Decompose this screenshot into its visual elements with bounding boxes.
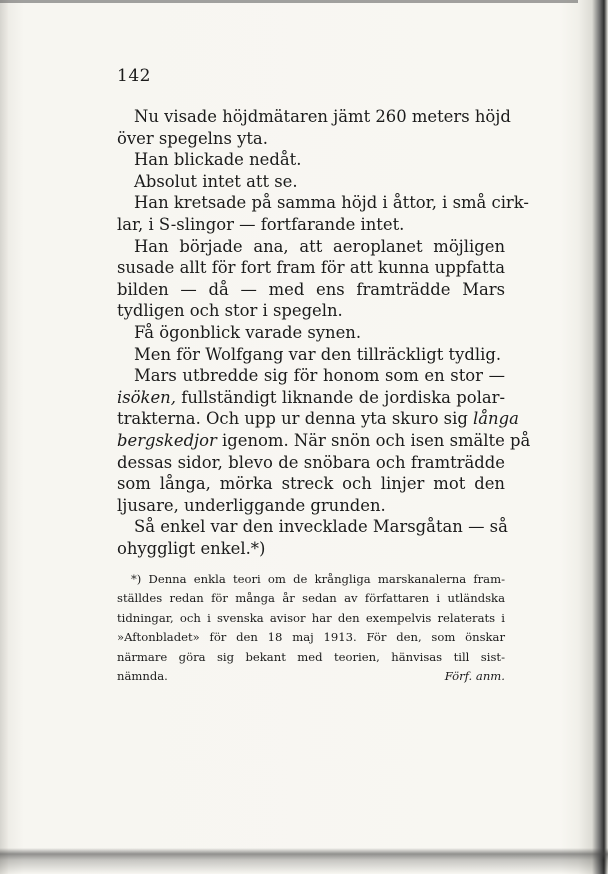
body-line: Få ögonblick varade synen. bbox=[134, 322, 362, 342]
footnote-signature: Förf. anm. bbox=[444, 669, 505, 684]
body-text bbox=[117, 106, 531, 559]
body-line: bilden — då — med ens framträdde Mars bbox=[117, 279, 505, 299]
footnote-final-text: nämnda. bbox=[117, 669, 168, 684]
footnote-final-line bbox=[117, 667, 505, 686]
body-line: Men för Wolfgang var den tillräckligt tydlig. bbox=[134, 344, 502, 364]
italic-term: bergskedjor bbox=[117, 430, 217, 450]
body-line-tail: fullständigt liknande de jordiska polar- bbox=[175, 387, 505, 407]
body-line: Nu visade höjdmätaren jämt 260 meters höjd bbox=[134, 107, 511, 126]
footnote-line: tidningar, och i svenska avisor har den exempelvis relaterats i bbox=[117, 610, 505, 625]
body-line: Så enkel var den invecklade Marsgåtan — så bbox=[134, 517, 508, 537]
footnote-line: ställdes redan för många år sedan av författaren i utländska bbox=[117, 591, 505, 606]
scan-edge-left bbox=[0, 0, 8, 874]
body-line-tail: igenom. När snön och isen smälte på bbox=[216, 430, 531, 450]
body-line: Han började ana, att aeroplanet möjligen bbox=[134, 236, 505, 256]
body-line: ljusare, underliggande grunden. bbox=[117, 495, 386, 515]
page-number: 142 bbox=[117, 66, 151, 86]
scan-edge-bottom bbox=[0, 830, 608, 874]
italic-term: isöken, bbox=[117, 387, 176, 407]
body-line: ohyggligt enkel.*) bbox=[117, 538, 266, 558]
body-line-with-italic bbox=[117, 430, 531, 452]
body-line: tydligen och stor i spegeln. bbox=[117, 301, 343, 321]
body-line: över spegelns yta. bbox=[117, 128, 268, 148]
body-line: Han kretsade på samma höjd i åttor, i små cirk- bbox=[134, 193, 529, 213]
footnote-line: *) Denna enkla teori om de krångliga marskanalerna fram- bbox=[131, 572, 505, 586]
footnote-line: »Aftonbladet» för den 18 maj 1913. För den, som önskar bbox=[117, 630, 505, 645]
body-line: Absolut intet att se. bbox=[134, 171, 298, 191]
body-line: susade allt för fort fram för att kunna uppfatta bbox=[117, 258, 505, 278]
footnote-line: närmare göra sig bekant med teorien, hänvisas till sist- bbox=[117, 649, 505, 664]
body-line: som långa, mörka streck och linjer mot den bbox=[117, 474, 505, 494]
body-line: Han blickade nedåt. bbox=[134, 150, 302, 170]
body-line-head: trakterna. Och upp ur denna yta skuro sig bbox=[117, 409, 474, 429]
scan-edge-top bbox=[0, 0, 608, 3]
body-line: lar, i S-slingor — fortfarande intet. bbox=[117, 214, 405, 234]
footnote bbox=[117, 570, 505, 686]
body-line: dessas sidor, blevo de snöbara och framträdde bbox=[117, 452, 505, 472]
body-line-with-italic bbox=[117, 408, 519, 430]
body-line-with-italic bbox=[117, 387, 505, 409]
italic-term: långa bbox=[473, 409, 519, 429]
scan-edge-right bbox=[578, 0, 608, 874]
body-line: Mars utbredde sig för honom som en stor — bbox=[134, 366, 505, 386]
